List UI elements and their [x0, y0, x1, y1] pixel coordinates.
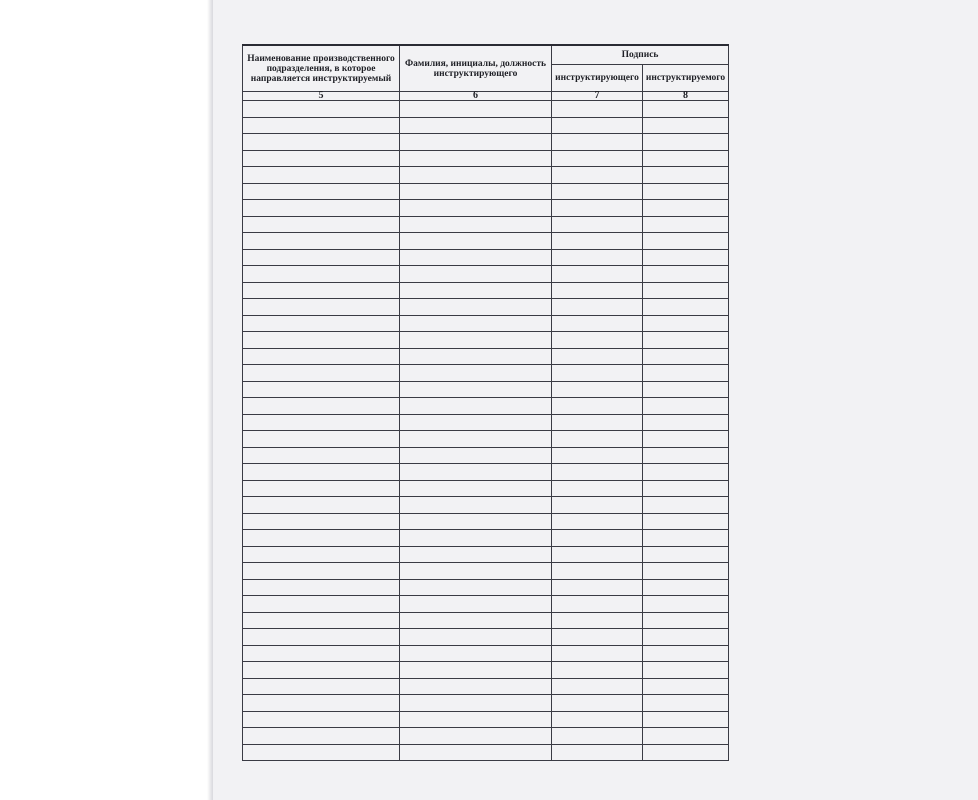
table-row: [243, 662, 729, 679]
table-row: [243, 134, 729, 151]
signature-instructor-cell: [552, 117, 643, 134]
instructor-name-cell: [400, 612, 552, 629]
table-row: [243, 497, 729, 514]
signature-instructed-cell: [643, 744, 729, 761]
instructor-name-cell: [400, 546, 552, 563]
signature-instructed-cell: [643, 645, 729, 662]
table-row: [243, 546, 729, 563]
division-cell: [243, 497, 400, 514]
signature-instructor-cell: [552, 282, 643, 299]
signature-instructed-cell: [643, 216, 729, 233]
signature-instructor-cell: [552, 596, 643, 613]
signature-instructed-cell: [643, 695, 729, 712]
division-cell: [243, 645, 400, 662]
header-signature-instructed: инструктируемого: [643, 65, 729, 92]
table-row: [243, 216, 729, 233]
column-number-row: [243, 92, 729, 101]
table-row: [243, 728, 729, 745]
instructor-name-cell: [400, 398, 552, 415]
signature-instructor-cell: [552, 431, 643, 448]
table-row: [243, 629, 729, 646]
signature-instructor-cell: [552, 513, 643, 530]
signature-instructor-cell: [552, 728, 643, 745]
signature-instructed-cell: [643, 711, 729, 728]
signature-instructed-cell: [643, 464, 729, 481]
signature-instructed-cell: [643, 348, 729, 365]
division-cell: [243, 282, 400, 299]
division-cell: [243, 414, 400, 431]
instructor-name-cell: [400, 744, 552, 761]
instructor-name-cell: [400, 711, 552, 728]
instructor-name-cell: [400, 530, 552, 547]
table-row: [243, 711, 729, 728]
division-cell: [243, 563, 400, 580]
signature-instructor-cell: [552, 332, 643, 349]
signature-instructed-cell: [643, 134, 729, 151]
instructor-name-cell: [400, 348, 552, 365]
table-row: [243, 348, 729, 365]
instructor-name-cell: [400, 464, 552, 481]
signature-instructed-cell: [643, 662, 729, 679]
table-row: [243, 332, 729, 349]
instructor-name-cell: [400, 629, 552, 646]
instructor-name-cell: [400, 365, 552, 382]
signature-instructed-cell: [643, 398, 729, 415]
division-cell: [243, 695, 400, 712]
division-cell: [243, 579, 400, 596]
signature-instructed-cell: [643, 332, 729, 349]
instructor-name-cell: [400, 249, 552, 266]
table-row: [243, 530, 729, 547]
instructor-name-cell: [400, 596, 552, 613]
signature-instructor-cell: [552, 579, 643, 596]
register-body: [243, 101, 729, 761]
division-cell: [243, 711, 400, 728]
header-signature-group: Подпись: [552, 45, 729, 65]
register-table: [242, 44, 729, 761]
signature-instructor-cell: [552, 233, 643, 250]
signature-instructor-cell: [552, 183, 643, 200]
instructor-name-cell: [400, 678, 552, 695]
signature-instructed-cell: [643, 579, 729, 596]
table-row: [243, 150, 729, 167]
signature-instructed-cell: [643, 167, 729, 184]
signature-instructed-cell: [643, 728, 729, 745]
signature-instructed-cell: [643, 282, 729, 299]
division-cell: [243, 464, 400, 481]
instructor-name-cell: [400, 645, 552, 662]
instructor-name-cell: [400, 579, 552, 596]
signature-instructed-cell: [643, 513, 729, 530]
table-row: [243, 414, 729, 431]
signature-instructor-cell: [552, 101, 643, 118]
table-row: [243, 464, 729, 481]
signature-instructed-cell: [643, 117, 729, 134]
signature-instructor-cell: [552, 612, 643, 629]
instructor-name-cell: [400, 662, 552, 679]
signature-instructor-cell: [552, 249, 643, 266]
division-cell: [243, 315, 400, 332]
table-row: [243, 183, 729, 200]
signature-instructor-cell: [552, 711, 643, 728]
signature-instructor-cell: [552, 497, 643, 514]
signature-instructor-cell: [552, 398, 643, 415]
table-row: [243, 744, 729, 761]
table-row: [243, 596, 729, 613]
division-cell: [243, 134, 400, 151]
column-number-5: 5: [243, 92, 400, 101]
division-cell: [243, 249, 400, 266]
instructor-name-cell: [400, 167, 552, 184]
signature-instructor-cell: [552, 546, 643, 563]
signature-instructor-cell: [552, 134, 643, 151]
table-row: [243, 299, 729, 316]
signature-instructor-cell: [552, 216, 643, 233]
instructor-name-cell: [400, 315, 552, 332]
signature-instructed-cell: [643, 431, 729, 448]
division-cell: [243, 233, 400, 250]
signature-instructed-cell: [643, 266, 729, 283]
instructor-name-cell: [400, 431, 552, 448]
division-cell: [243, 546, 400, 563]
column-number-7: 7: [552, 92, 643, 101]
signature-instructed-cell: [643, 480, 729, 497]
division-cell: [243, 216, 400, 233]
division-cell: [243, 728, 400, 745]
column-number-8: 8: [643, 92, 729, 101]
signature-instructor-cell: [552, 365, 643, 382]
signature-instructor-cell: [552, 315, 643, 332]
table-row: [243, 398, 729, 415]
table-row: [243, 282, 729, 299]
header-division: Наименование производственного подразделения, в которое направляется инструктируемый: [243, 45, 400, 92]
signature-instructed-cell: [643, 497, 729, 514]
signature-instructor-cell: [552, 563, 643, 580]
signature-instructed-cell: [643, 546, 729, 563]
division-cell: [243, 332, 400, 349]
division-cell: [243, 596, 400, 613]
table-row: [243, 695, 729, 712]
journal-page: [213, 0, 978, 800]
signature-instructed-cell: [643, 150, 729, 167]
division-cell: [243, 678, 400, 695]
signature-instructed-cell: [643, 315, 729, 332]
signature-instructed-cell: [643, 183, 729, 200]
table-row: [243, 612, 729, 629]
signature-instructed-cell: [643, 233, 729, 250]
division-cell: [243, 167, 400, 184]
signature-instructor-cell: [552, 678, 643, 695]
instructor-name-cell: [400, 117, 552, 134]
signature-instructed-cell: [643, 414, 729, 431]
division-cell: [243, 398, 400, 415]
signature-instructor-cell: [552, 744, 643, 761]
signature-instructor-cell: [552, 464, 643, 481]
instructor-name-cell: [400, 497, 552, 514]
instructor-name-cell: [400, 332, 552, 349]
division-cell: [243, 381, 400, 398]
signature-instructor-cell: [552, 629, 643, 646]
instructor-name-cell: [400, 695, 552, 712]
table-row: [243, 315, 729, 332]
table-row: [243, 117, 729, 134]
table-row: [243, 513, 729, 530]
signature-instructor-cell: [552, 266, 643, 283]
instructor-name-cell: [400, 299, 552, 316]
signature-instructed-cell: [643, 249, 729, 266]
signature-instructor-cell: [552, 530, 643, 547]
signature-instructed-cell: [643, 596, 729, 613]
table-row: [243, 645, 729, 662]
instructor-name-cell: [400, 233, 552, 250]
table-row: [243, 167, 729, 184]
division-cell: [243, 480, 400, 497]
signature-instructor-cell: [552, 200, 643, 217]
table-row: [243, 249, 729, 266]
instructor-name-cell: [400, 480, 552, 497]
division-cell: [243, 200, 400, 217]
table-row: [243, 101, 729, 118]
signature-instructed-cell: [643, 381, 729, 398]
signature-instructor-cell: [552, 662, 643, 679]
signature-instructed-cell: [643, 612, 729, 629]
instructor-name-cell: [400, 134, 552, 151]
signature-instructed-cell: [643, 365, 729, 382]
division-cell: [243, 530, 400, 547]
division-cell: [243, 183, 400, 200]
division-cell: [243, 662, 400, 679]
signature-instructed-cell: [643, 200, 729, 217]
instructor-name-cell: [400, 381, 552, 398]
division-cell: [243, 612, 400, 629]
signature-instructed-cell: [643, 678, 729, 695]
table-row: [243, 233, 729, 250]
header-instructor-name: Фамилия, инициалы, должность инструктирующего: [400, 45, 552, 92]
instructor-name-cell: [400, 183, 552, 200]
instructor-name-cell: [400, 150, 552, 167]
division-cell: [243, 365, 400, 382]
table-row: [243, 447, 729, 464]
table-row: [243, 365, 729, 382]
table-row: [243, 431, 729, 448]
signature-instructed-cell: [643, 447, 729, 464]
column-number-6: 6: [400, 92, 552, 101]
signature-instructor-cell: [552, 299, 643, 316]
table-row: [243, 480, 729, 497]
signature-instructor-cell: [552, 695, 643, 712]
instructor-name-cell: [400, 513, 552, 530]
instructor-name-cell: [400, 563, 552, 580]
instructor-name-cell: [400, 282, 552, 299]
signature-instructor-cell: [552, 447, 643, 464]
division-cell: [243, 117, 400, 134]
instructor-name-cell: [400, 728, 552, 745]
instructor-name-cell: [400, 447, 552, 464]
table-row: [243, 266, 729, 283]
instructor-name-cell: [400, 266, 552, 283]
signature-instructed-cell: [643, 101, 729, 118]
division-cell: [243, 150, 400, 167]
signature-instructed-cell: [643, 299, 729, 316]
signature-instructor-cell: [552, 480, 643, 497]
signature-instructed-cell: [643, 629, 729, 646]
signature-instructor-cell: [552, 167, 643, 184]
instructor-name-cell: [400, 101, 552, 118]
division-cell: [243, 266, 400, 283]
instructor-name-cell: [400, 200, 552, 217]
division-cell: [243, 447, 400, 464]
signature-instructor-cell: [552, 348, 643, 365]
division-cell: [243, 513, 400, 530]
table-row: [243, 381, 729, 398]
signature-instructor-cell: [552, 381, 643, 398]
signature-instructor-cell: [552, 150, 643, 167]
header-signature-instructor: инструктирующего: [552, 65, 643, 92]
division-cell: [243, 629, 400, 646]
table-row: [243, 678, 729, 695]
division-cell: [243, 101, 400, 118]
signature-instructed-cell: [643, 563, 729, 580]
instructor-name-cell: [400, 216, 552, 233]
table-row: [243, 563, 729, 580]
signature-instructor-cell: [552, 645, 643, 662]
signature-instructor-cell: [552, 414, 643, 431]
table-row: [243, 200, 729, 217]
instructor-name-cell: [400, 414, 552, 431]
table-row: [243, 579, 729, 596]
division-cell: [243, 744, 400, 761]
division-cell: [243, 348, 400, 365]
division-cell: [243, 431, 400, 448]
signature-instructed-cell: [643, 530, 729, 547]
division-cell: [243, 299, 400, 316]
